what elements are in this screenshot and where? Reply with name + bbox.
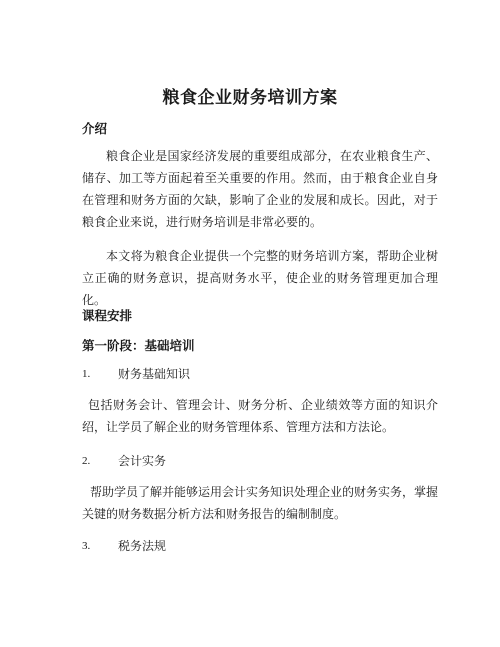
- item-2-description: 帮助学员了解并能够运用会计实务知识处理企业的财务实务，掌握关键的财务数据分析方法和财务报告的编制制度。: [82, 485, 439, 521]
- document-title: 粮食企业财务培训方案: [162, 88, 338, 108]
- list-number: 1.: [82, 368, 91, 380]
- list-label: 会计实务: [118, 454, 167, 468]
- intro-paragraph-1: 粮食企业是国家经济发展的重要组成部分，在农业粮食生产、储存、加工等方面起着至关重要的作用。然而，由于粮食企业自身在管理和财务方面的欠缺，影响了企业的发展和成长。因此，对于粮食企业来说，进行财务培训是非常必要的。: [82, 149, 438, 229]
- list-label: 税务法规: [118, 539, 167, 553]
- intro-paragraph-2: 本文将为粮食企业提供一个完整的财务培训方案，帮助企业树立正确的财务意识，提高财务水平，使企业的财务管理更加合理化。: [82, 249, 438, 307]
- item-1-description: 包括财务会计、管理会计、财务分析、企业绩效等方面的知识介绍，让学员了解企业的财务管理体系、管理方法和方法论。: [82, 398, 438, 434]
- list-number: 2.: [82, 455, 91, 467]
- phase-1-heading: 第一阶段：基础培训: [82, 338, 195, 353]
- course-schedule-heading: 课程安排: [82, 308, 133, 323]
- list-label: 财务基础知识: [118, 367, 191, 381]
- intro-heading: 介绍: [82, 121, 108, 136]
- list-number: 3.: [82, 540, 91, 552]
